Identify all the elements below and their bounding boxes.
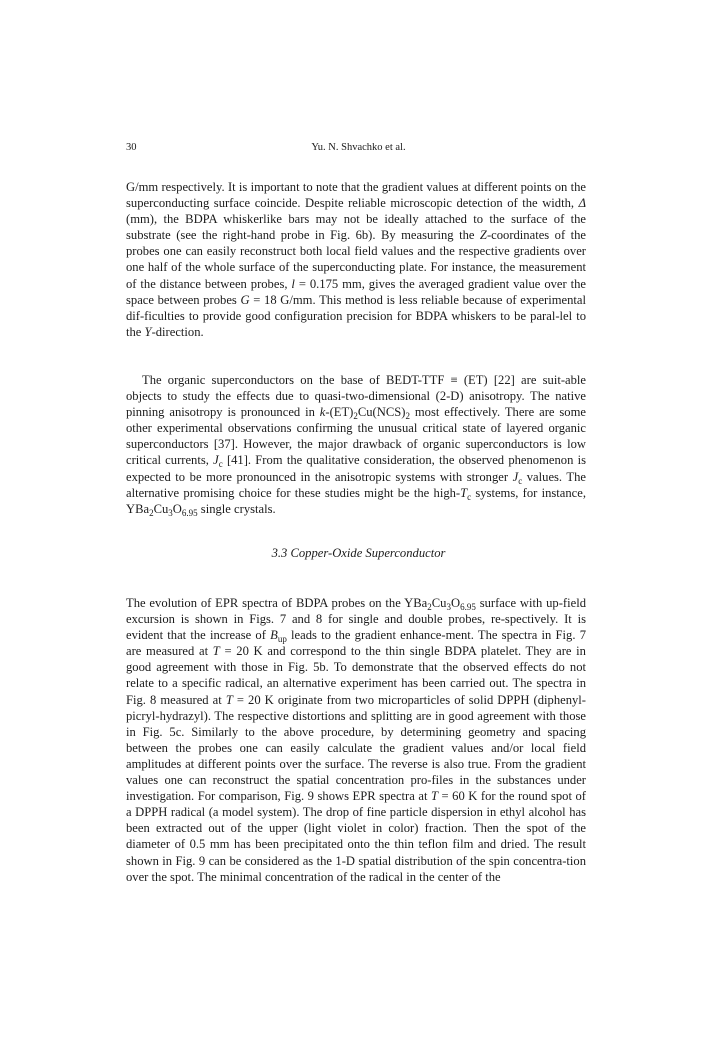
section-heading: 3.3 Copper-Oxide Superconductor bbox=[271, 546, 446, 560]
paragraph-2 bbox=[126, 372, 586, 517]
paragraph-2-text: The organic superconductors on the base of BEDT-TTF ≡ (ET) [22] are suit-able objects to study the effects due to quasi-two-dimensional (2-D) anisotropy. The native pinning anisotropy is pronounced in $k-(ET)_2Cu(NCS)_2$ most effectively. There are some other experimental observations confirming the unusual critical state of layered organic superconductors [37]. However, the major drawback of organic superconductors is low critical currents, $J_c$ [41]. From the qualitative consideration, the observed phenomenon is expected to be more pronounced in the anisotropic systems with stronger $J_c$ values. The alternative promising choice for these studies might be the high-$T_c$ systems, for instance, $YBa_2Cu_3O_{6.95}$ single crystals. bbox=[126, 373, 586, 518]
running-head: Yu. N. Shvachko et al. bbox=[311, 142, 406, 153]
paragraph-3 bbox=[126, 595, 586, 885]
paragraph-1 bbox=[126, 179, 586, 340]
paragraph-3-text: The evolution of EPR spectra of BDPA probes on the $YBa_2Cu_3O_{6.95}$ surface with up-field excursion is shown in Figs. 7 and 8 for single and double probes, re-spectively. It is evident that the increase of $B_{up}$ leads to the gradient enhance-ment. The spectra in Fig. 7 are measured at T = 20 K and correspond to the thin single BDPA platelet. They are in good agreement with those in Fig. 5b. To demonstrate that the observed effects do not relate to a specific radical, an alternative experiment has been carried out. The spectra in Fig. 8 measured at T = 20 K originate from two microparticles of solid DPPH (diphenyl-picryl-hydrazyl). The respective distortions and splitting are in good agreement with those in Fig. 5c. Similarly to the above procedure, by determining geometry and spacing between the probes one can easily calculate the gradient values and/or local field amplitudes at different points over the surface. The reverse is also true. From the gradient values one can reconstruct the spatial concentration pro-files in the substances under investigation. For comparison, Fig. 9 shows EPR spectra at T = 60 K for the round spot of a DPPH radical (a model system). The drop of fine particle dispersion in ethyl alcohol has been extracted out of the upper (light violet in color) fraction. Then the spot of the diameter of 0.5 mm has been precipitated onto the thin teflon film and dried. The result shown in Fig. 9 can be considered as the 1-D spatial distribution of the spin concentra-tion over the spot. The minimal concentration of the radical in the center of the bbox=[126, 596, 587, 884]
paragraph-1-text: G/mm respectively. It is important to note that the gradient values at different points on the superconducting surface coincide. Despite reliable microscopic detection of the width, Δ (mm), the BDPA whiskerlike bars may not be ideally attached to the surface of the substrate (see the right-hand probe in Fig. 6b). By measuring the Z-coordinates of the probes one can easily reconstruct both local field values and the respective gradients over one half of the whole surface of the superconducting plate. For instance, the measurement of the distance between probes, l = 0.175 mm, gives the averaged gradient value over the space between probes G = 18 G/mm. This method is less reliable because of experimental dif-ficulties to provide good configuration precision for BDPA whiskers to be paral-lel to the Y-direction. bbox=[126, 180, 587, 339]
page-number: 30 bbox=[126, 142, 137, 153]
